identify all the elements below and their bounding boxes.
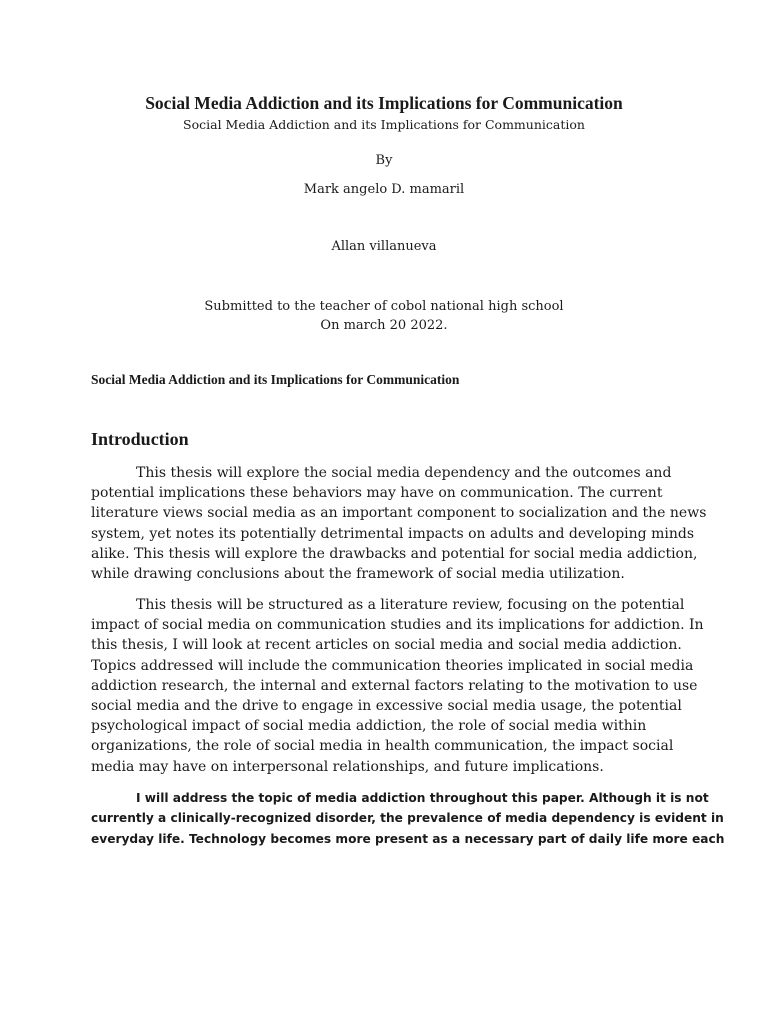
submission-line-1: Submitted to the teacher of cobol national high school bbox=[204, 299, 564, 314]
introduction-paragraph-1 bbox=[91, 463, 707, 584]
paragraph-line: this thesis, I will look at recent articles on social media and social media addiction. bbox=[91, 637, 682, 654]
paragraph-line: organizations, the role of social media in health communication, the impact social bbox=[91, 738, 674, 755]
paragraph-line: This thesis will be structured as a literature review, focusing on the potential bbox=[136, 597, 685, 613]
document-subtitle: Social Media Addiction and its Implications for Communication bbox=[183, 117, 585, 132]
author-name-2: Allan villanueva bbox=[331, 239, 437, 254]
submission-info bbox=[0, 297, 768, 335]
introduction-paragraph-3 bbox=[91, 788, 725, 849]
paragraph-line: addiction research, the internal and external factors relating to the motivation to use bbox=[91, 677, 698, 694]
paragraph-line: media may have on interpersonal relationships, and future implications. bbox=[91, 758, 604, 775]
paragraph-line: while drawing conclusions about the framework of social media utilization. bbox=[91, 566, 625, 583]
paragraph-line: I will address the topic of media addiction throughout this paper. Although it is not bbox=[136, 791, 709, 805]
paragraph-line: literature views social media as an important component to socialization and the news bbox=[91, 505, 707, 522]
paragraph-line: system, yet notes its potentially detrimental impacts on adults and developing minds bbox=[91, 525, 694, 542]
paragraph-line: currently a clinically-recognized disorder, the prevalence of media dependency is evident in bbox=[91, 811, 724, 826]
paragraph-line: alike. This thesis will explore the drawbacks and potential for social media addiction, bbox=[91, 545, 698, 562]
paragraph-line: everyday life. Technology becomes more present as a necessary part of daily life more each bbox=[91, 831, 725, 846]
introduction-paragraph-2 bbox=[91, 595, 704, 777]
document-title: Social Media Addiction and its Implications for Communication bbox=[145, 93, 623, 113]
paragraph-line: potential implications these behaviors may have on communication. The current bbox=[91, 485, 663, 502]
by-label: By bbox=[375, 153, 393, 168]
author-name-1: Mark angelo D. mamaril bbox=[303, 182, 465, 197]
paragraph-line: impact of social media on communication studies and its implications for addiction. In bbox=[91, 617, 704, 634]
paragraph-line: Topics addressed will include the communication theories implicated in social media bbox=[91, 657, 694, 674]
paragraph-line: psychological impact of social media addiction, the role of social media within bbox=[91, 718, 647, 735]
submission-date: On march 20 2022. bbox=[320, 318, 448, 333]
paragraph-line: social media and the drive to engage in excessive social media usage, the potential bbox=[91, 698, 682, 715]
section-title: Social Media Addiction and its Implications for Communication bbox=[91, 372, 460, 387]
paragraph-line: This thesis will explore the social media dependency and the outcomes and bbox=[136, 465, 672, 481]
introduction-heading: Introduction bbox=[91, 429, 189, 449]
